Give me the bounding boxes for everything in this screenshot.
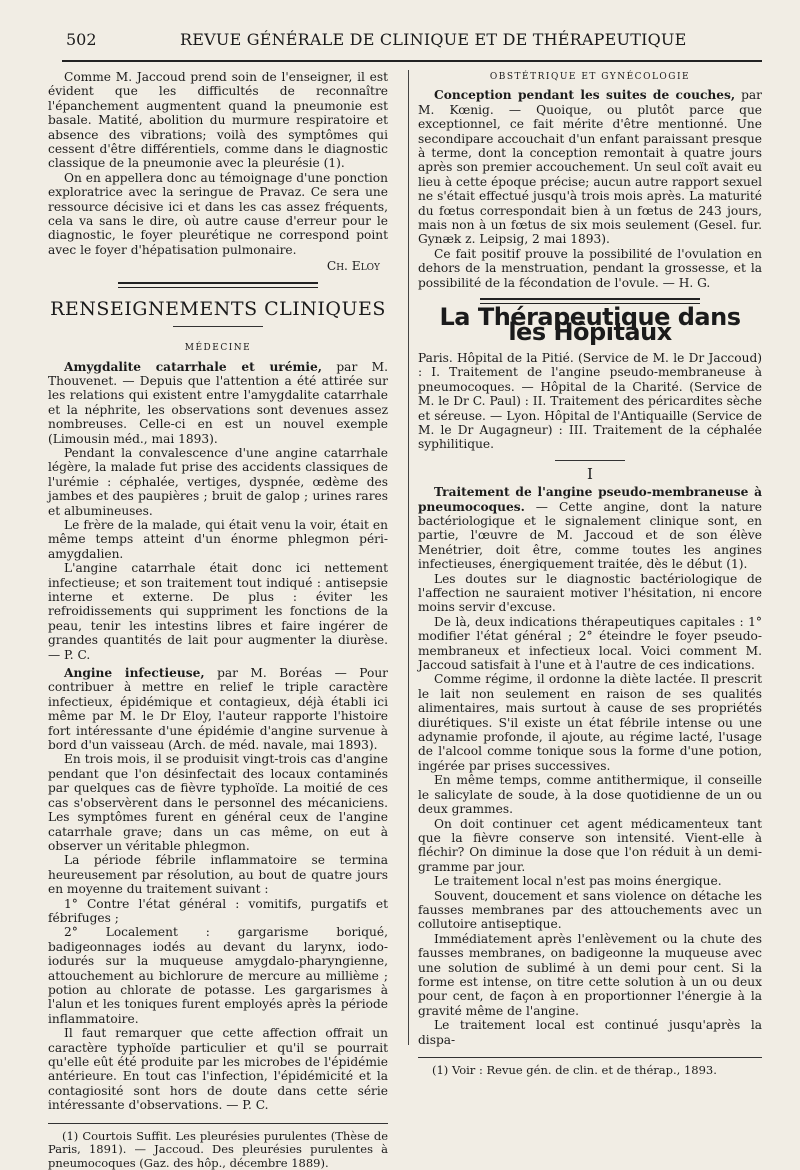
section-title: RENSEIGNEMENTS CLINIQUES bbox=[50, 297, 386, 320]
header-rule bbox=[62, 60, 762, 62]
article-text: — Cette angine, dont la nature bactériologique et le signalement clinique sont, en partie, l'œuvre de M. Jaccoud et de son élève Menétrier, doit être, comme toutes les angines infectieuses, énergiquement traitée, dès le début (1). bbox=[418, 499, 763, 572]
roman-numeral: I bbox=[587, 464, 593, 483]
section-divider bbox=[118, 282, 318, 288]
article-title: Conception pendant les suites de couches, bbox=[434, 88, 736, 103]
article-author: par M. Kœnig. bbox=[418, 88, 762, 117]
article-paragraph: Ce fait positif prouve la possibilité de l'ovulation en dehors de la menstruation, pendant la grossesse, et la possibilité de la fécondation de l'ovule. — H. G. bbox=[418, 246, 762, 290]
subsection-medecine: MÉDECINE bbox=[184, 343, 252, 354]
article-title: Traitement de l'angine pseudo-membraneuse à pneumocoques. bbox=[418, 485, 762, 514]
article-paragraph: On doit continuer cet agent médicamenteux tant que la fièvre conserve son intensité. Vient-elle à fléchir? On diminue la dose que l'on réduit à un demi-gramme par jour. bbox=[418, 816, 762, 874]
article-author: par M. Boréas bbox=[217, 666, 323, 681]
subsection-obstetrique: OBSTÉTRIQUE ET GYNÉCOLOGIE bbox=[489, 72, 691, 82]
article-traitement bbox=[418, 485, 762, 571]
section-title-rule bbox=[173, 326, 263, 327]
article-title: Amygdalite catarrhale et urémie, bbox=[64, 359, 322, 374]
article-paragraph: Souvent, doucement et sans violence on détache les fausses membranes par des attouchements avec un collutoire antiseptique. bbox=[418, 888, 762, 932]
article-paragraph: L'angine catarrhale était donc ici nettement infectieuse; et son traitement tout indiqué : antisepsie interne et externe. De plus : éviter les refroidissements qui suppriment les fonctions de la peau, tenir les intestins libres et faire ingérer de grandes quantités de lait pour augmenter la diurèse. — P. C. bbox=[48, 561, 388, 662]
article-paragraph: De là, deux indications thérapeutiques capitales : 1° modifier l'état général ; 2° éteindre le foyer pseudo-membraneux et infectieux local. Voici comment M. Jaccoud satisfait à l'une et à l'autre de ces indications. bbox=[418, 614, 762, 673]
footnote: (1) Courtois Suffit. Les pleurésies purulentes (Thèse de Paris, 1891). — Jaccoud. Des pleurésies purulentes à pneumocoques (Gaz. des hôp., décembre 1889). bbox=[48, 1128, 388, 1170]
article-paragraph: 1° Contre l'état général : vomitifs, purgatifs et fébrifuges ; bbox=[48, 896, 388, 925]
article-paragraph: 2° Localement : gargarisme boriqué, badigeonnages iodés au devant du larynx, iodo-iodurés sur la muqueuse amygdalo-pharyngienne, attouchement au bichlorure de mercure au millième ; potion au chlorate de potasse. Les gargarismes à l'alun et les toniques furent employés après la période inflammatoire. bbox=[48, 925, 388, 1026]
article-paragraph: Il faut remarquer que cette affection offrait un caractère typhoïde particulier et qu'il se pourrait qu'elle eût été produite par les microbes de l'épidémie antérieure. En tout cas l'infection, l'épidémicité et la contagiosité sont hors de doute dans cette série intéressante d'observations. — P. C. bbox=[48, 1026, 388, 1113]
article-title: Angine infectieuse, bbox=[64, 666, 205, 681]
article-amygdalite bbox=[48, 360, 388, 446]
column-divider bbox=[408, 70, 409, 1045]
article-paragraph: En même temps, comme antithermique, il conseille le salicylate de soude, à la dose quotidienne de un ou deux grammes. bbox=[418, 773, 762, 817]
hospital-section-title: La Thérapeutique dans les Hôpitaux bbox=[439, 303, 741, 346]
article-text: — Depuis que l'attention a été attirée sur les relations qui existent entre l'amygdalite catarrhale et la néphrite, les observations sont devenues assez nombreuses. Celle-ci en est un nouvel exemple (Limousin méd., mai 1893). bbox=[48, 373, 388, 446]
article-author: par M. Thouvenet. bbox=[48, 359, 388, 388]
footnote-rule bbox=[418, 1057, 762, 1058]
running-title: REVUE GÉNÉRALE DE CLINIQUE ET DE THÉRAPEUTIQUE bbox=[180, 30, 687, 49]
footnote-rule bbox=[48, 1123, 388, 1124]
article-paragraph: Immédiatement après l'enlèvement ou la chute des fausses membranes, on badigeonne la muqueuse avec une solution de sublimé à un demi pour cent. Si la forme est intense, on titre cette solution à un ou deux pour cent, de façon à en proportionner l'énergie à la gravité même de l'angine. bbox=[418, 931, 762, 1018]
intro-paragraph-2: On en appellera donc au témoignage d'une ponction exploratrice avec la seringue de Pravaz. Ce sera une ressource décisive ici et dans les cas assez fréquents, cela va sans le dire, où autre cause d'erreur pour le diagnostic, le foyer pleurétique ne correspond point avec le foyer d'hépatisation pulmonaire. bbox=[48, 170, 388, 257]
signature: Ch. Eloy bbox=[326, 259, 380, 274]
roman-rule bbox=[555, 460, 625, 461]
page-header bbox=[62, 28, 762, 54]
right-column bbox=[418, 70, 762, 1078]
left-column bbox=[48, 70, 388, 1170]
article-angine bbox=[48, 666, 388, 752]
article-paragraph: En trois mois, il se produisit vingt-trois cas d'angine pendant que l'on désinfectait des locaux contaminés par quelques cas de fièvre typhoïde. La moitié de ces cas s'observèrent dans le personnel des mécaniciens. Les symptômes furent en général ceux de l'angine catarrhale grave; dans un cas même, on eut à observer un véritable phlegmon. bbox=[48, 752, 388, 853]
article-paragraph: Le traitement local est continué jusqu'après la dispa- bbox=[418, 1018, 762, 1047]
article-paragraph: Le frère de la malade, qui était venu la voir, était en même temps atteint d'un énorme phlegmon péri-amygdalien. bbox=[48, 517, 388, 561]
article-paragraph: Les doutes sur le diagnostic bactériologique de l'affection ne sauraient motiver l'hésitation, ni encore moins servir d'excuse. bbox=[418, 571, 762, 615]
article-text: — Pour contribuer à mettre en relief le triple caractère infectieux, épidémique et contagieux, déjà établi ici même par M. le Dr Eloy, l'auteur rapporte l'histoire fort intéressante d'une épidémie d'angine survenue à bord d'un vaisseau (Arch. de méd. navale, mai 1893). bbox=[48, 666, 388, 753]
article-paragraph: Pendant la convalescence d'une angine catarrhale légère, la malade fut prise des accidents classiques de l'urémie : céphalée, vertiges, dyspnée, œdème des jambes et des paupières ; bruit de galop ; urines rares et albumineuses. bbox=[48, 445, 388, 518]
page-number: 502 bbox=[66, 30, 97, 49]
article-conception bbox=[418, 88, 762, 246]
article-paragraph: Comme régime, il ordonne la diète lactée. Il prescrit le lait non seulement en raison de ses qualités alimentaires, mais surtout à cause de ses propriétés diurétiques. S'il existe un état fébrile intense ou une adynamie profonde, il ajoute, au régime lacté, l'usage de l'alcool comme tonique sous la forme d'une potion, ingérée par prises successives. bbox=[418, 672, 762, 773]
hospital-list: Paris. Hôpital de la Pitié. (Service de M. le Dr Jaccoud) : I. Traitement de l'angine pseudo-membraneuse à pneumocoques. — Hôpital de la Charité. (Service de M. le Dr C. Paul) : II. Traitement des péricardites sèche et séreuse. — Lyon. Hôpital de l'Antiquaille (Service de M. le Dr Augagneur) : III. Traitement de la céphalée syphilitique. bbox=[418, 350, 762, 452]
article-paragraph: Le traitement local n'est pas moins énergique. bbox=[434, 874, 722, 889]
article-text: — Quoique, ou plutôt parce que exceptionnel, ce fait mérite d'être mentionné. Une secondipare accouchait d'un enfant paraissant presque à terme, dont la conception remontait à quatre jours après son premier accouchement. Un seul coït avait eu lieu à cette époque précise; aucun autre rapport sexuel ne s'était effectué jusqu'à trois mois après. La maturité du fœtus correspondait bien à un fœtus de 243 jours, mais non à un fœtus de six mois seulement (Gesel. fur. Gynæk z. Leipsig, 2 mai 1893). bbox=[418, 102, 763, 247]
article-paragraph: La période fébrile inflammatoire se termina heureusement par résolution, au bout de quatre jours en moyenne du traitement suivant : bbox=[48, 853, 388, 897]
intro-paragraph-1: Comme M. Jaccoud prend soin de l'enseigner, il est évident que les difficultés de reconnaître l'épanchement augmentent quand la pneumonie est basale. Matité, abolition du murmure respiratoire et absence des vibrations; voilà des symptômes qui cessent d'être différentiels, comme dans le diagnostic classique de la pneumonie avec la pleurésie (1). bbox=[48, 70, 388, 171]
footnote: (1) Voir : Revue gén. de clin. et de thérap., 1893. bbox=[432, 1063, 717, 1077]
